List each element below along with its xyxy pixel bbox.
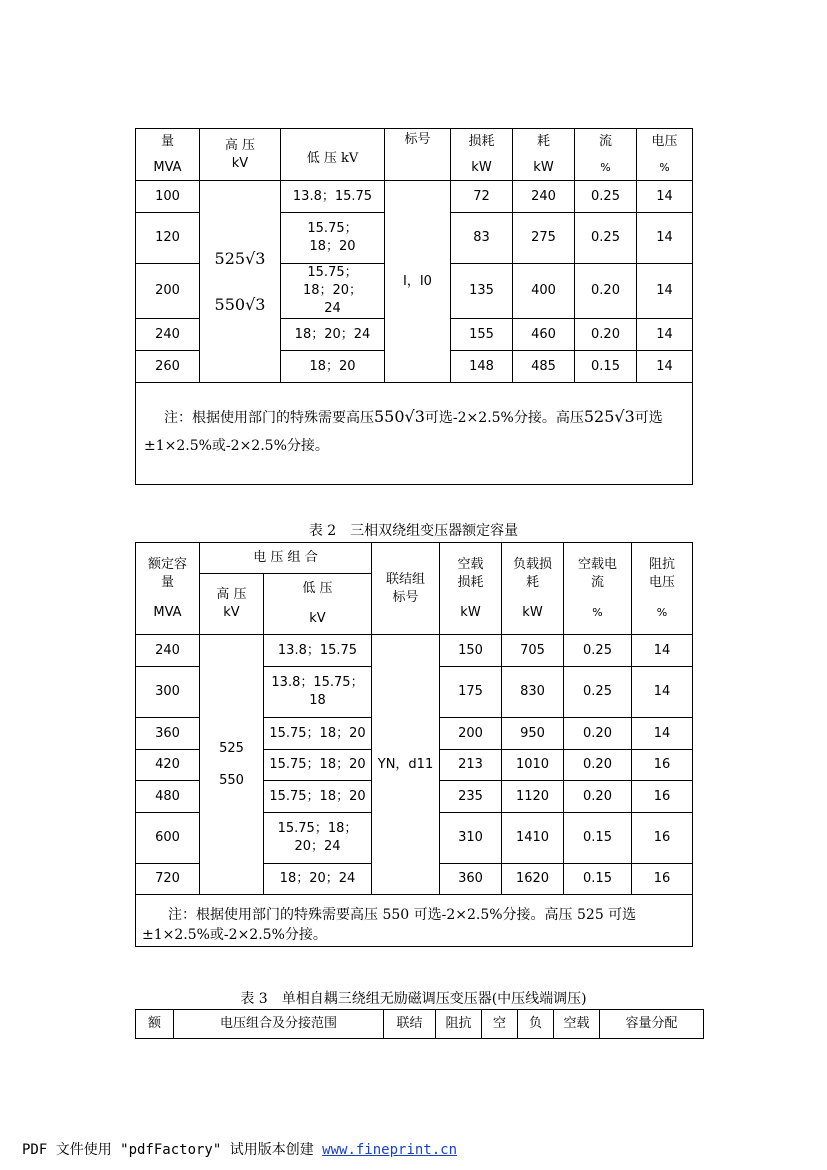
t1-header-low: 低 压 kV bbox=[281, 129, 385, 181]
t2-i0: 0.15 bbox=[564, 864, 632, 895]
t2-uk: 16 bbox=[632, 750, 693, 781]
t2-low: 18；20；24 bbox=[264, 864, 372, 895]
table1-header-row bbox=[136, 129, 693, 181]
t2-pk: 1620 bbox=[502, 864, 564, 895]
t2-pk: 950 bbox=[502, 718, 564, 750]
t1-p0: 135 bbox=[451, 264, 513, 319]
t1-cap: 120 bbox=[136, 213, 200, 264]
t2-i0: 0.20 bbox=[564, 781, 632, 813]
t2-low: 13.8；15.75 bbox=[264, 635, 372, 667]
t1-uk: 14 bbox=[637, 213, 693, 264]
t2-uk: 16 bbox=[632, 781, 693, 813]
t1-p0: 83 bbox=[451, 213, 513, 264]
table3 bbox=[135, 1009, 704, 1039]
t3-header-impedance: 阻抗 bbox=[436, 1010, 482, 1039]
t2-low: 15.75；18；20 bbox=[264, 750, 372, 781]
t1-pk: 240 bbox=[513, 181, 575, 213]
t2-header-noload: 空载 损耗 kW bbox=[440, 543, 502, 635]
t2-pk: 705 bbox=[502, 635, 564, 667]
t2-uk: 14 bbox=[632, 718, 693, 750]
t2-pk: 830 bbox=[502, 667, 564, 718]
table-row bbox=[136, 635, 693, 667]
t3-header-noload: 空 bbox=[482, 1010, 518, 1039]
t1-header-group: 标号 bbox=[385, 129, 451, 181]
t2-p0: 200 bbox=[440, 718, 502, 750]
t2-header-impedance: 阻抗 电压 % bbox=[632, 543, 693, 635]
fineprint-link[interactable]: www.fineprint.cn bbox=[322, 1142, 458, 1158]
t3-header-load: 负 bbox=[518, 1010, 554, 1039]
t1-cap: 240 bbox=[136, 319, 200, 351]
t1-header-current: 流 % bbox=[575, 129, 637, 181]
t1-low: 18；20 bbox=[281, 351, 385, 383]
table2-caption: 表 2 三相双绕组变压器额定容量 bbox=[308, 523, 519, 539]
t2-header-voltage-combo: 电 压 组 合 bbox=[200, 543, 372, 574]
t2-high-voltage: 525 550 bbox=[200, 635, 264, 895]
t2-uk: 16 bbox=[632, 864, 693, 895]
t1-p0: 148 bbox=[451, 351, 513, 383]
t2-cap: 480 bbox=[136, 781, 200, 813]
t3-header-current: 空载 bbox=[554, 1010, 600, 1039]
t1-header-capacity: 量 MVA bbox=[136, 129, 200, 181]
t1-i0: 0.20 bbox=[575, 319, 637, 351]
t1-i0: 0.15 bbox=[575, 351, 637, 383]
t2-pk: 1410 bbox=[502, 813, 564, 864]
t2-cap: 360 bbox=[136, 718, 200, 750]
t2-p0: 310 bbox=[440, 813, 502, 864]
t2-p0: 235 bbox=[440, 781, 502, 813]
t2-p0: 213 bbox=[440, 750, 502, 781]
t1-header-load: 耗 kW bbox=[513, 129, 575, 181]
t2-header-group: 联结组 标号 bbox=[372, 543, 440, 635]
t2-p0: 150 bbox=[440, 635, 502, 667]
t1-low: 13.8；15.75 bbox=[281, 181, 385, 213]
t1-cap: 200 bbox=[136, 264, 200, 319]
t1-uk: 14 bbox=[637, 181, 693, 213]
t1-low: 18；20；24 bbox=[281, 319, 385, 351]
t2-p0: 360 bbox=[440, 864, 502, 895]
t2-header-current: 空载电 流 % bbox=[564, 543, 632, 635]
t1-high-voltage: 525√3 550√3 bbox=[200, 181, 281, 383]
t1-i0: 0.25 bbox=[575, 181, 637, 213]
t1-uk: 14 bbox=[637, 264, 693, 319]
t1-pk: 275 bbox=[513, 213, 575, 264]
t2-note: 注：根据使用部门的特殊需要高压 550 可选-2×2.5%分接。高压 525 可选±1×2.5%或-2×2.5%分接。 bbox=[136, 895, 693, 947]
t2-cap: 300 bbox=[136, 667, 200, 718]
t1-pk: 400 bbox=[513, 264, 575, 319]
footer-text: PDF 文件使用 "pdfFactory" 试用版本创建 bbox=[22, 1142, 323, 1158]
t1-note: 注：根据使用部门的特殊需要高压550√3可选-2×2.5%分接。高压525√3可选 ±1×2.5%或-2×2.5%分接。 bbox=[136, 383, 693, 485]
t3-header-distribution: 容量分配 bbox=[600, 1010, 704, 1039]
t2-pk: 1120 bbox=[502, 781, 564, 813]
t2-uk: 14 bbox=[632, 667, 693, 718]
t2-i0: 0.15 bbox=[564, 813, 632, 864]
table3-caption: 表 3 单相自耦三绕组无励磁调压变压器(中压线端调压) bbox=[240, 991, 587, 1007]
t2-p0: 175 bbox=[440, 667, 502, 718]
t2-cap: 240 bbox=[136, 635, 200, 667]
t1-low: 15.75；18；20；24 bbox=[281, 264, 385, 319]
t2-cap: 600 bbox=[136, 813, 200, 864]
t2-uk: 14 bbox=[632, 635, 693, 667]
t1-group: Ⅰ，Ⅰ0 bbox=[385, 181, 451, 383]
t2-note-row bbox=[136, 895, 693, 947]
t2-cap: 420 bbox=[136, 750, 200, 781]
table2 bbox=[135, 542, 693, 947]
t1-pk: 485 bbox=[513, 351, 575, 383]
t2-uk: 16 bbox=[632, 813, 693, 864]
t2-low: 15.75；18；20 bbox=[264, 718, 372, 750]
t2-header-load: 负载损 耗 kW bbox=[502, 543, 564, 635]
t1-uk: 14 bbox=[637, 319, 693, 351]
t1-cap: 100 bbox=[136, 181, 200, 213]
t2-low: 15.75；18；20 bbox=[264, 781, 372, 813]
t2-group: YN，d11 bbox=[372, 635, 440, 895]
t1-p0: 72 bbox=[451, 181, 513, 213]
t2-low: 13.8；15.75；18 bbox=[264, 667, 372, 718]
t1-low: 15.75；18；20 bbox=[281, 213, 385, 264]
t2-i0: 0.25 bbox=[564, 635, 632, 667]
t2-header-low: 低 压 kV bbox=[264, 574, 372, 635]
t2-header-capacity: 额定容 量 MVA bbox=[136, 543, 200, 635]
t1-p0: 155 bbox=[451, 319, 513, 351]
t3-header-group: 联结 bbox=[384, 1010, 436, 1039]
pdf-footer bbox=[22, 1139, 457, 1159]
t2-low: 15.75；18；20；24 bbox=[264, 813, 372, 864]
table-row bbox=[136, 181, 693, 213]
t1-pk: 460 bbox=[513, 319, 575, 351]
table1 bbox=[135, 128, 693, 485]
t2-i0: 0.25 bbox=[564, 667, 632, 718]
t1-header-high: 高 压 kV bbox=[200, 129, 281, 181]
t1-note-row bbox=[136, 383, 693, 485]
t2-header-row bbox=[136, 543, 693, 574]
t1-uk: 14 bbox=[637, 351, 693, 383]
t1-i0: 0.20 bbox=[575, 264, 637, 319]
t2-cap: 720 bbox=[136, 864, 200, 895]
t3-header-row bbox=[136, 1010, 704, 1039]
t2-i0: 0.20 bbox=[564, 718, 632, 750]
t1-i0: 0.25 bbox=[575, 213, 637, 264]
t1-header-noload: 损耗 kW bbox=[451, 129, 513, 181]
t1-header-impedance: 电压 % bbox=[637, 129, 693, 181]
t2-i0: 0.20 bbox=[564, 750, 632, 781]
t2-header-high: 高 压 kV bbox=[200, 574, 264, 635]
t1-cap: 260 bbox=[136, 351, 200, 383]
t3-header-capacity: 额 bbox=[136, 1010, 174, 1039]
t2-pk: 1010 bbox=[502, 750, 564, 781]
t3-header-voltage-combo: 电压组合及分接范围 bbox=[174, 1010, 384, 1039]
